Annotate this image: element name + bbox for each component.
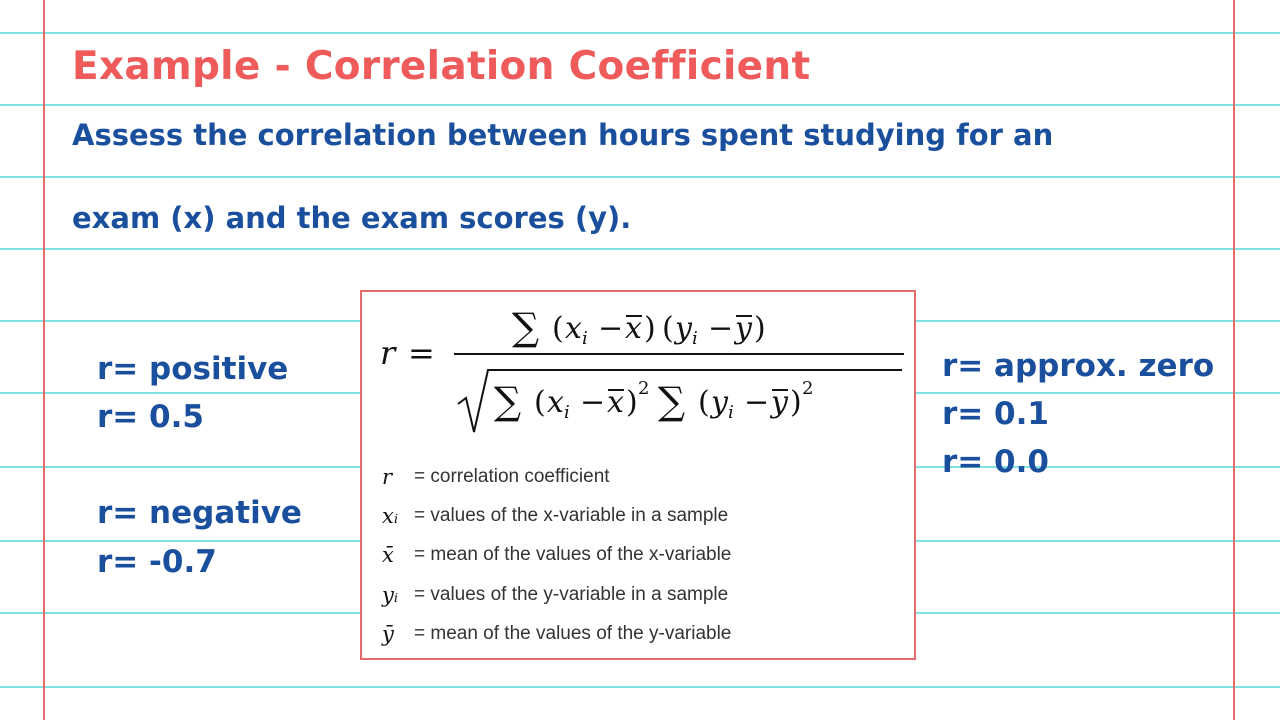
positive-value: r= 0.5 (97, 399, 204, 435)
svg-text:i: i (692, 328, 698, 349)
left-margin-line (43, 0, 45, 720)
right-margin-line (1233, 0, 1235, 720)
svg-text:(: ( (552, 311, 564, 346)
svg-text:y: y (735, 311, 752, 346)
zero-value-2: r= 0.0 (942, 444, 1049, 480)
notebook-rule (0, 32, 1280, 34)
legend-row (382, 583, 728, 607)
legend-text: = correlation coefficient (414, 466, 610, 487)
svg-text:=: = (408, 334, 435, 372)
svg-text:(: ( (698, 385, 710, 420)
legend-symbol: ȳ (382, 622, 394, 646)
negative-value: r= -0.7 (97, 544, 217, 580)
svg-text:∑: ∑ (512, 305, 540, 349)
zero-value-1: r= 0.1 (942, 396, 1049, 432)
notebook-rule (0, 176, 1280, 178)
svg-text:): ) (644, 311, 656, 346)
svg-text:i: i (564, 402, 570, 423)
svg-text:): ) (790, 385, 802, 420)
legend-symbol: r (382, 465, 393, 489)
zero-label: r= approx. zero (942, 348, 1215, 384)
negative-label: r= negative (97, 495, 302, 531)
positive-label: r= positive (97, 351, 289, 387)
legend-row (382, 465, 610, 489)
svg-text:−: − (744, 385, 770, 420)
svg-text:r: r (380, 334, 396, 372)
svg-text:y: y (711, 385, 728, 420)
svg-text:x: x (565, 311, 582, 346)
notebook-rule (0, 104, 1280, 106)
legend-row (382, 543, 731, 567)
svg-text:y: y (675, 311, 692, 346)
svg-text:∑: ∑ (494, 379, 522, 423)
svg-text:x: x (625, 311, 642, 346)
legend-symbol: xᵢ (382, 504, 399, 528)
svg-text:∑: ∑ (658, 379, 686, 423)
formula-box (360, 290, 916, 660)
question-line-1: Assess the correlation between hours spent studying for an (72, 118, 1054, 152)
svg-text:2: 2 (802, 378, 814, 399)
svg-text:x: x (547, 385, 564, 420)
notebook-rule (0, 248, 1280, 250)
correlation-formula (362, 292, 914, 452)
svg-text:2: 2 (638, 378, 650, 399)
legend-row (382, 504, 728, 528)
svg-text:): ) (754, 311, 766, 346)
question-line-2: exam (x) and the exam scores (y). (72, 201, 632, 235)
svg-text:y: y (771, 385, 788, 420)
notebook-rule (0, 686, 1280, 688)
svg-text:i: i (582, 328, 588, 349)
legend-text: = mean of the values of the x-variable (414, 544, 732, 565)
svg-text:(: ( (534, 385, 546, 420)
svg-text:−: − (708, 311, 734, 346)
svg-text:−: − (580, 385, 606, 420)
svg-text:(: ( (662, 311, 674, 346)
legend-symbol: yᵢ (382, 583, 399, 607)
legend-symbol: x̄ (382, 543, 394, 567)
legend-text: = values of the y-variable in a sample (414, 584, 729, 605)
svg-text:−: − (598, 311, 624, 346)
legend-text: = mean of the values of the y-variable (414, 623, 732, 644)
svg-text:x: x (607, 385, 624, 420)
svg-text:): ) (626, 385, 638, 420)
legend-row (382, 622, 731, 646)
legend-text: = values of the x-variable in a sample (414, 505, 729, 526)
page-title: Example - Correlation Coefficient (72, 44, 811, 89)
svg-text:i: i (728, 402, 734, 423)
